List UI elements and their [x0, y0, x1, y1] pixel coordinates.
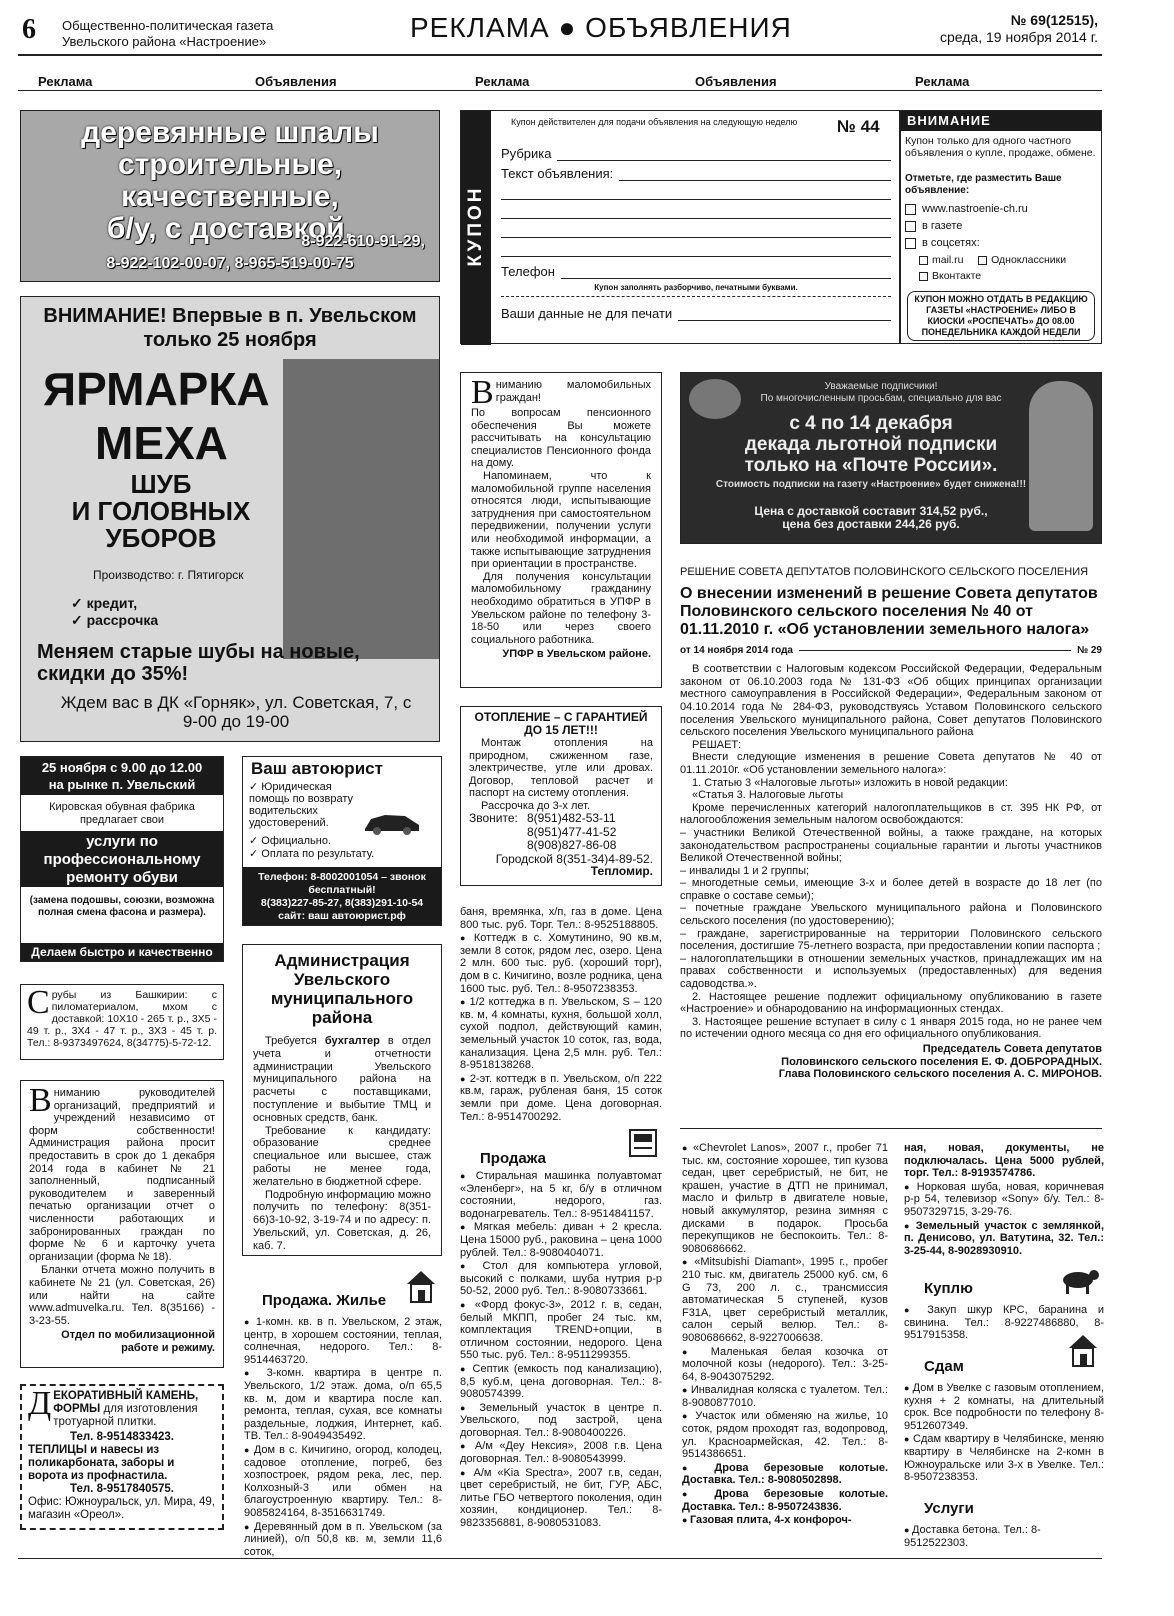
- stone-line2: ТЕПЛИЦЫ и навесы из поликарбоната, заборы и ворота из профнастила.: [28, 1444, 175, 1482]
- coupon-text-line[interactable]: [501, 200, 891, 219]
- rubric-4: Объявления: [695, 74, 777, 89]
- shoes-details: (замена подошвы, союзки, возможна полная смена фасона и размера).: [29, 895, 215, 918]
- attention-deliver: КУПОН МОЖНО ОТДАТЬ В РЕДАКЦИЮ ГАЗЕТЫ «НАСТРОЕНИЕ» ЛИБО В КИОСКИ «РОСПЕЧАТЬ» ДО 08.00 ПОНЕДЕЛЬНИКА КАЖДОЙ НЕДЕЛИ: [907, 291, 1095, 341]
- list-sale-housing: [244, 1316, 442, 1559]
- heating-city-phone: Городской 8(351-34)4-89-52.: [495, 851, 653, 866]
- coupon-valid: Купон действителен для подачи объявления на следующую неделю: [511, 117, 798, 127]
- list-item: ● А/м «Деу Нексия», 2008 г.в. Цена договорная. Тел.: 8-9080543999.: [460, 1440, 662, 1465]
- option-mailru[interactable]: [919, 254, 964, 266]
- rubric-2: Объявления: [255, 74, 337, 89]
- coupon-private-label: Ваши данные не для печати: [501, 306, 673, 322]
- list-item: ● Мягкая мебель: диван + 2 кресла. Цена 15000 руб., раковина – цена 1000 рублей. Тел.: 8-9080404071.: [460, 1221, 662, 1259]
- rubric-3: Реклама: [475, 74, 530, 89]
- admin-p2: Требование к кандидату: образование среднее специальное или высшее, стаж работы не менее года, желательно в бюджетной сфере.: [253, 1124, 431, 1188]
- decision-sign1: Председатель Совета депутатов: [922, 1043, 1102, 1055]
- pension-p1: По вопросам пенсионного обеспечения Вы можете рассчитывать на консультацию специалистов Пенсионного фонда на дому.: [471, 407, 651, 470]
- attention-title: ВНИМАНИЕ: [901, 111, 1101, 131]
- fair-title2: МЕХА: [95, 417, 228, 469]
- list-item: ● Септик (емкость под канализацию), 8,5 куб.м, цена договорная. Тел.: 8-9080574399.: [460, 1363, 662, 1401]
- decision-p10: – граждане, зарегистрированные на территории Половинского сельского поселения, достигшие 75-летнего возраста, при предоставлении копии паспорта ;: [680, 927, 1102, 953]
- decision-p7: – инвалиды 1 и 2 группы;: [680, 864, 810, 877]
- decision-p2: Внести следующие изменения в решение Совета депутатов № 40 от 01.11.2010г. «Об установлении земельного налога»:: [680, 751, 1102, 776]
- shoes-header: [21, 757, 223, 795]
- coupon-form: [460, 110, 900, 344]
- decision-p12: 2. Настоящее решение подлежит официальному опубликованию в газете «Настроение» и обнародованию на информационных стендах.: [680, 990, 1102, 1016]
- shpaly-line4: б/у, с доставкой.: [106, 212, 354, 245]
- shpaly-line2: строительные,: [117, 148, 343, 181]
- fair-subtitle3: УБОРОВ: [105, 523, 217, 553]
- admin-p1a: Требуется: [265, 1035, 317, 1047]
- fair-subtitle2: И ГОЛОВНЫХ: [71, 496, 251, 526]
- coupon-rubric-field[interactable]: [557, 160, 891, 161]
- heating-installment: Рассрочка до 3-х лет.: [481, 799, 591, 812]
- stone-title: ЕКОРАТИВНЫЙ КАМЕНЬ, ФОРМЫ: [53, 1390, 199, 1415]
- decision-p5: Кроме перечисленных категорий налогоплательщиков в ст. 395 НК РФ, от налогообложения земельным налогом освобождаются:: [680, 801, 1102, 827]
- lawyer-phones2: 8(383)227-85-27, 8(383)291-10-54: [260, 897, 424, 909]
- heating-text: Монтаж отопления на природном, сжиженном газе, электричестве, угле или дровах. Договор, тепловой расчет и паспорт на систему отопления.: [469, 737, 653, 799]
- list-item: ● Дрова березовые колотые. Доставка. Тел.: 8-9080502898.: [682, 1462, 888, 1487]
- heating-firm: Тепломир.: [590, 864, 653, 878]
- list-item: ● Сдам квартиру в Челябинске, меняю квартиру в Челябинске на 2-комн в Южноуральске или 3-х в Увелке. Тел.: 8-9507238353.: [904, 1433, 1104, 1483]
- heading-sale: Продажа: [480, 1150, 546, 1167]
- option-ok-label: Одноклассники: [991, 254, 1067, 266]
- ad-shoes: [20, 756, 224, 962]
- fair-subtitle1: ШУБ: [130, 469, 192, 499]
- option-newspaper[interactable]: [905, 218, 1066, 235]
- lawyer-item2: Официально.: [261, 835, 331, 847]
- subscription-l4: декада льготной подписки: [744, 434, 998, 455]
- issue-number: № 69(12515),: [1010, 12, 1098, 28]
- option-social-label: в соцсетях:: [922, 237, 980, 249]
- list-item: ● «Mitsubishi Diamant», 1995 г., пробег 210 тыс. км, двигатель 25000 куб. см, 6 G 73, 200 л. с., трансмиссия автоматическая 5 ступеней, кузов F31A, цвет серебристый металлик, салон серый велюр. Тел.: 8-9080686662, 8-9227006638.: [682, 1256, 888, 1344]
- stone-tel2: Тел. 8-9517840575.: [70, 1483, 174, 1495]
- newspaper-name: [62, 18, 273, 50]
- option-social[interactable]: [905, 235, 1066, 252]
- newspaper-line2: Увельского района «Настроение»: [62, 34, 267, 49]
- heating-title: ОТОПЛЕНИЕ – С ГАРАНТИЕЙ ДО 15 ЛЕТ!!!: [474, 710, 648, 737]
- decision-p6: – участники Великой Отечественной войны, а также граждане, на которых законодательством распространены социальные гарантии и льготы участников Великой Отечественной войны;: [680, 826, 1102, 865]
- ad-log-houses: [20, 984, 224, 1060]
- option-ok[interactable]: [978, 254, 1066, 266]
- admin-p1c: в отдел учета и отчетности администрации Увельского муниципального района на расчеты с поставщиками, поступление и выбытие ТМЦ и основных средств, банк.: [253, 1035, 431, 1124]
- list-item: ● Участок или обменяю на жилье, 10 соток, рядом проходят газ, водопровод, ул. Красноармейская, 42. Тел.: 8-9514386651.: [682, 1410, 888, 1460]
- coupon-text-label: Текст объявления:: [501, 165, 614, 181]
- list-item: ● Земельный участок в центре п. Увельского, под застрой, цена договорная. Тел.: 8-9080400226.: [460, 1402, 662, 1440]
- option-site-label: www.nastroenie-ch.ru: [922, 203, 1028, 215]
- stone-office: Офис: Южноуральск, ул. Мира, 49, магазин «Ореол».: [28, 1496, 215, 1521]
- list-item: ● 2-эт. коттедж в п. Увельском, о/п 222 кв.м, гараж, рубленая баня, 15 соток земли при доме. Цена договорная. Тел.: 8-9514700292.: [460, 1073, 662, 1123]
- sruby-text: рубы из Башкирии: с пиломатериалом, мхом с доставкой: 10Х10 - 265 т. р., 3Х5 - 49 т. р., 3Х4 - 47 т. р., 3Х3 - 45 т. р. Тел.: 8-9373497624, 8(34775)-5-72-12.: [27, 989, 217, 1049]
- decision-sign3: Глава Половинского сельского поселения А. С. МИРОНОВ.: [778, 1068, 1102, 1081]
- coupon-attention: [900, 110, 1102, 344]
- pension-p3: Для получения консультации маломобильному гражданину необходимо обратиться в УПФР в Увельском районе по телефону 3-18-50 или через своего социального работника.: [471, 570, 651, 646]
- issue-info: [940, 12, 1098, 46]
- page-number: 6: [22, 14, 36, 45]
- section-title: РЕКЛАМА ● ОБЪЯВЛЕНИЯ: [410, 12, 792, 43]
- heating-phone3: 8(908)827-86-08: [527, 838, 617, 852]
- list-item: ● 1/2 коттеджа в п. Увельском, S – 120 кв. м, 4 комнаты, кухня, большой холл, сухой подпол, действующий камин, земельный участок 10 соток, газ, вода, канализация. Цена 2,5 млн. руб. Тел.: 8-9518138268.: [460, 996, 662, 1072]
- coupon-private-field[interactable]: [678, 320, 891, 321]
- coupon-rubric-label: Рубрика: [501, 145, 552, 161]
- list-item: ● 3-комн. квартира в центре п. Увельского, 1/2 этаж. дома, о/п 65,5 кв. м, дом и квартира после кап. ремонта, теплая, сухая, все комнаты раздельные, лоджия, Интернет, каб. ТВ. Тел.: 8-9049435492.: [244, 1367, 442, 1443]
- heading-services: Услуги: [924, 1500, 974, 1517]
- ad-shpaly: [20, 110, 440, 282]
- heating-phone1: 8(951)482-53-11: [527, 811, 616, 825]
- coupon-side-bar: [461, 111, 491, 345]
- cow-icon: [1056, 1266, 1100, 1296]
- option-mailru-label: mail.ru: [932, 254, 964, 266]
- fair-venue: Ждем вас в ДК «Горняк», ул. Советская, 7, с 9-00 до 19-00: [60, 693, 412, 731]
- decision-p13: 3. Настоящее решение вступает в силу с 1 января 2015 года, но не ранее чем по истечении одного месяца со дня его официального опубликования.: [680, 1015, 1102, 1041]
- subscription-l1: Уважаемые подписчики!: [824, 381, 938, 392]
- placement-options: [905, 201, 1066, 284]
- list-col-c: [682, 1142, 888, 1528]
- decision-resh: РЕШАЕТ:: [692, 738, 742, 751]
- lawyer-item1: Юридическая помощь по возврату водительских удостоверений.: [249, 781, 353, 829]
- house-icon: [404, 1268, 438, 1304]
- shpaly-line3: качественные,: [121, 180, 339, 213]
- subscription-l8: цена без доставки 244,26 руб.: [782, 517, 960, 531]
- decision-p4: «Статья 3. Налоговые льготы: [692, 789, 844, 802]
- shoes-factory: [21, 801, 223, 827]
- stone-text: для изготовления тротуарной плитки.: [53, 1403, 198, 1428]
- list-item: ● Дом в Увелке с газовым отоплением, кухня + 2 комнаты, на длительный срок. Все подробности по телефону 8-9512607349.: [904, 1382, 1104, 1432]
- coupon-side-label: КУПОН: [465, 185, 486, 267]
- decision-p9: – почетные граждане Увельского муниципального района и Половинского сельского поселения (по удостоверению);: [680, 902, 1102, 928]
- decision-kicker: РЕШЕНИЕ СОВЕТА ДЕПУТАТОВ ПОЛОВИНСКОГО СЕЛЬСКОГО ПОСЕЛЕНИЯ: [680, 566, 1089, 578]
- ad-heating: [460, 706, 662, 886]
- fair-title1: ЯРМАРКА: [43, 363, 270, 415]
- admin-title: Администрация Увельского муниципального района: [270, 951, 414, 1027]
- lawyer-title: Ваш автоюрист: [251, 759, 383, 778]
- fair-payment: ✓ кредит, ✓ рассрочка: [71, 595, 159, 628]
- decision-sign2: Половинского сельского поселения Е. Ф. ДОБРОРАДНЫХ.: [781, 1055, 1102, 1068]
- shoes-factory-name: Кировская обувная фабрика: [49, 801, 195, 813]
- list-item: ● Дрова березовые колотые. Доставка. Тел.: 8-9507243836.: [682, 1488, 888, 1513]
- subscription-l3: с 4 по 14 декабря: [789, 413, 953, 434]
- shoes-date: 25 ноября с 9.00 до 12.00: [41, 760, 203, 775]
- pension-dropcap: В: [471, 374, 494, 411]
- admin-p1b: бухгалтер: [324, 1035, 380, 1047]
- orgs-dropcap: В: [29, 1082, 52, 1119]
- orgs-text: ниманию руководителей организаций, предприятий и учреждений независимо от форм собственности! Администрация района просит предоставить в срок до 1 декабря 2014 года в кабинет № 21 заполненный, подписанный руководителем и заверенный печатью организации отчет о численности работающих и забронированных граждан по форме № 6 и карточку учета организации (форма № 18).: [29, 1087, 215, 1263]
- admin-p3: Подробную информацию можно получить по телефону: 8(351-66)3-10-92, 3-19-74 и по адресу: п. Увельский, ул. Советская, д. 26, каб. 7.: [253, 1188, 431, 1252]
- list-item: ● Дом в с. Кичигино, огород, колодец, садовое отопление, погреб, без хозпостроек, рядом река, лес, пер. Колхозный-3 или обмен на благоустроенную квартиру. Тел.: 8-9085824164, 8-3516631749.: [244, 1444, 442, 1520]
- list-rent: [904, 1382, 1104, 1485]
- attention-mark: Отметьте, где разместить Ваше объявление:: [905, 173, 1062, 196]
- list-item: ная, новая, документы, не подключалась. Цена 5000 рублей, торг. Тел.: 8-9193574786.: [904, 1142, 1104, 1180]
- shoes-place: на рынке п. Увельский: [48, 777, 196, 792]
- list-buy: ● Закуп шкур КРС, баранина и свинина. Тел.: 8-9227486880, 8-9517915358.: [904, 1304, 1104, 1342]
- list-item: ● Маленькая белая козочка от молочной козы (недорого). Тел.: 3-25-64, 8-9043075292.: [682, 1346, 888, 1384]
- decision-p1: В соответствии с Налоговым кодексом Российской Федерации, Федеральным законом от 06.10.2003 года № 131-ФЗ «Об общих принципах организации местного самоуправления в Российской Федерации», Федеральным законом от 04.10.2014 года № 284-ФЗ, руководствуясь Уставом Половинского сельского поселения Увельского муниципального района, Совет депутатов Половинского сельского поселения Увельского муниципального района: [680, 663, 1102, 739]
- coupon-fields: [501, 141, 891, 321]
- orgs-text2: Бланки отчета можно получить в кабинете № 21 (ул. Советская, 26) или найти на сайте www.admuvelka.ru. Тел. 8(35166) - 3-23-55.: [29, 1264, 215, 1327]
- option-vk[interactable]: [905, 269, 1066, 284]
- fair-exchange: Меняем старые шубы на новые, скидки до 35%!: [37, 641, 360, 685]
- option-newspaper-label: в газете: [922, 220, 963, 232]
- list-col-b: [460, 906, 662, 1124]
- ad-subscription: [680, 372, 1102, 544]
- appliance-icon: [626, 1126, 660, 1160]
- lawyer-phone: Телефон: 8-8002001054 – звонок бесплатный!: [258, 871, 426, 896]
- list-item: ● Деревянный дом в п. Увельском (за линией), о/п 50,8 кв. м, земли 11,6 соток,: [244, 1521, 442, 1559]
- list-col-d: [904, 1142, 1104, 1258]
- list-item: ● Земельный участок с землянкой, п. Денисово, ул. Ватутина, 32. Тел.: 3-25-44, 8-9028930910.: [904, 1220, 1104, 1258]
- stone-tel1: Тел. 8-9514833423.: [70, 1431, 174, 1443]
- ad-fur-fair: [20, 296, 440, 742]
- fair-producer: Производство: г. Пятигорск: [93, 568, 244, 582]
- coupon-text-line[interactable]: [501, 181, 891, 200]
- coupon-phone-field[interactable]: [561, 278, 891, 279]
- decision-date: от 14 ноября 2014 года: [680, 644, 793, 656]
- list-item: ● «Chevrolet Lanos», 2007 г., пробег 71 тыс. км, состояние хорошее, тип кузова седан, цвет серебристый, не бит, не крашен, участие в ДТП не принимал, масло и фильтр в двигателе новые, новый аккумулятор, резина зимняя с дисками в подарок. Просьба перекупщиков не беспокоить. Тел.: 8-9080686662.: [682, 1142, 888, 1255]
- decision-p11: – налогоплательщики в отношении земельных участков, принадлежащих им на правах собственности и используемых (предоставленных) для ведения садоводства.».: [680, 952, 1102, 991]
- issue-date: среда, 19 ноября 2014 г.: [940, 29, 1098, 45]
- list-item: ● «Форд фокус-3», 2012 г. в, седан, белый МКПП, пробег 24 тыс. км, комплектация TREND+опции, в отличном состоянии, недорого. Цена 550 тыс. руб. Тел.: 8-9511299355.: [460, 1299, 662, 1362]
- decision-p3: 1. Статью 3 «Налоговые льготы» изложить в новой редакции:: [692, 776, 1008, 789]
- notice-organizations: [20, 1080, 224, 1368]
- decision-number: № 29: [1076, 644, 1102, 656]
- house-icon: [1066, 1332, 1100, 1368]
- coupon-text-field[interactable]: [619, 180, 891, 181]
- stone-dropcap: Д: [28, 1385, 52, 1422]
- decision-title: О внесении изменений в решение Совета депутатов Половинского сельского поселения № 40 от 01.11.2010 г. «Об установлении земельного налога»: [680, 584, 1098, 638]
- list-item: ● Газовая плита, 4-х конфороч-: [682, 1514, 888, 1527]
- coupon-text-line[interactable]: [501, 219, 891, 238]
- rubric-1: Реклама: [38, 74, 93, 89]
- list-item: ● А/м «Kia Spectra», 2007 г.в, седан, цвет серебристый, не бит, ГУР, АБС, литье ГБО четвертого поколения, один хозяин, кондиционер. Тел.: 8-9823356881, 8-9080531083.: [460, 1467, 662, 1530]
- fair-date: только 25 ноября: [143, 329, 317, 351]
- rubric-5: Реклама: [915, 74, 970, 89]
- coupon-text-line[interactable]: [501, 238, 891, 257]
- pension-sign: УПФР в Увельском районе.: [502, 648, 651, 661]
- fair-installment: рассрочка: [86, 612, 159, 628]
- option-site[interactable]: [905, 201, 1066, 218]
- list-item: ● Коттедж в с. Хомутинино, 90 кв.м, земли 8 соток, рядом лес, озеро. Цена 2 млн. 600 тыс. руб. (хороший торг), дом в с. Кичигино, возле родника, цена 1600 тыс. руб. Тел.: 8-9507238353.: [460, 932, 662, 995]
- heating-call: Звоните:: [469, 811, 518, 825]
- ad-decorative-stone: [20, 1384, 224, 1530]
- option-vk-label: Вконтакте: [932, 270, 982, 282]
- list-item: ● Стиральная машинка полуавтомат «Эленберг», на 5 кг, б/у в отличном состоянии, недорого, газ. водонагреватель. Тел.: 8-9514841157.: [460, 1170, 662, 1220]
- newspaper-line1: Общественно-политическая газета: [62, 18, 274, 33]
- shoes-slogan: Делаем быстро и качественно: [21, 943, 223, 961]
- council-decision: [680, 566, 1102, 1081]
- orgs-sign: Отдел по мобилизационной работе и режиму.: [61, 1329, 215, 1354]
- lawyer-site: сайт: ваш автоюрист.рф: [278, 910, 406, 922]
- shoes-offers: предлагает свои: [79, 814, 165, 826]
- pension-title: ниманию маломобильных граждан!: [495, 379, 651, 404]
- list-sale: [460, 1170, 662, 1531]
- lawyer-item3: Оплата по результату.: [261, 848, 375, 860]
- decision-p8: – многодетные семьи, имеющие 3-х и более детей в возрасте до 18 лет (по справке о составе семьи);: [680, 877, 1102, 902]
- heading-sale-housing: Продажа. Жилье: [262, 1292, 387, 1309]
- subscription-l7: Цена с доставкой составит 314,52 руб.,: [754, 504, 988, 518]
- shpaly-phone2: 8-922-102-00-07, 8-965-519-00-75: [106, 255, 354, 272]
- fair-attention: ВНИМАНИЕ! Впервые в п. Увельском: [43, 305, 417, 327]
- subscription-l2: По многочисленным просьбам, специально для вас: [760, 393, 1002, 404]
- list-item: ● Инвалидная коляска с туалетом. Тел.: 8-9080877010.: [682, 1384, 888, 1409]
- subscription-l5: только на «Почте России».: [744, 455, 998, 476]
- fur-model-photo: [283, 359, 439, 659]
- fair-subtitle: [61, 471, 261, 552]
- shoes-services: услуги по профессиональному ремонту обуви: [21, 831, 223, 887]
- list-item: ● Стол для компьютера угловой, высокий с полками, шуба нутрия р-р 50-52, 2000 руб. Тел.: 8-9080733661.: [460, 1260, 662, 1298]
- notice-pension: [460, 372, 662, 688]
- coupon-phone-label: Телефон: [501, 263, 555, 279]
- subscription-l6: Стоимость подписки на газету «Настроение» будет снижена!!!: [715, 479, 1027, 490]
- pension-p2: Напоминаем, что к маломобильной группе населения относятся люди, испытывающие затруднения при самостоятельном передвижении, получении услуги или необходимой информации, а также испытывающие затруднения при ориентации в пространстве.: [471, 469, 651, 571]
- sruby-dropcap: С: [27, 984, 50, 1021]
- coupon-number: № 44: [837, 117, 880, 136]
- list-item: ● 1-комн. кв. в п. Увельском, 2 этаж, центр, в хорошем состоянии, теплая, солнечная, недорого. Тел.: 8-9514463720.: [244, 1316, 442, 1366]
- heating-phone2: 8(951)477-41-52: [527, 824, 617, 839]
- shpaly-line1: деревянные шпалы: [81, 116, 379, 149]
- shpaly-phone1: 8-922-610-91-29,: [301, 233, 425, 250]
- ad-lawyer: Ваш автоюрист ✓ Юридическая помощь по возврату водительских удостоверений. ✓ Официально. ✓ Оплата по результату. Телефон: 8-8002001054 – звонок бесплатный! 8(383)227-85-27, 8(383)291-10-54 сайт: ваш автоюрист.рф: [242, 756, 442, 926]
- list-item: баня, времянка, х/п, газ в доме. Цена 800 тыс. руб. Торг. Тел.: 8-9525188805.: [460, 906, 662, 931]
- coupon-fill-note: Купон заполнять разборчиво, печатными буквами.: [594, 283, 798, 292]
- list-services: ● Доставка бетона. Тел.: 8-9512522303.: [904, 1524, 1104, 1549]
- lawyer-list: ✓ Юридическая помощь по возврату водительских удостоверений.: [249, 781, 353, 829]
- heading-rent: Сдам: [924, 1358, 964, 1375]
- heading-buy: Куплю: [924, 1280, 973, 1297]
- list-item: ● Норковая шуба, новая, коричневая р-р 54, телевизор «Sony» б/у. Тел.: 8-9507329715, 3-29-76.: [904, 1181, 1104, 1219]
- attention-text: Купон только для одного частного объявления о купле, продаже, обмене.: [905, 135, 1096, 159]
- admin-vacancy: [242, 944, 442, 1256]
- lawyer-contacts: [243, 867, 441, 925]
- car-icon: [361, 807, 423, 837]
- fair-credit: кредит,: [86, 595, 138, 611]
